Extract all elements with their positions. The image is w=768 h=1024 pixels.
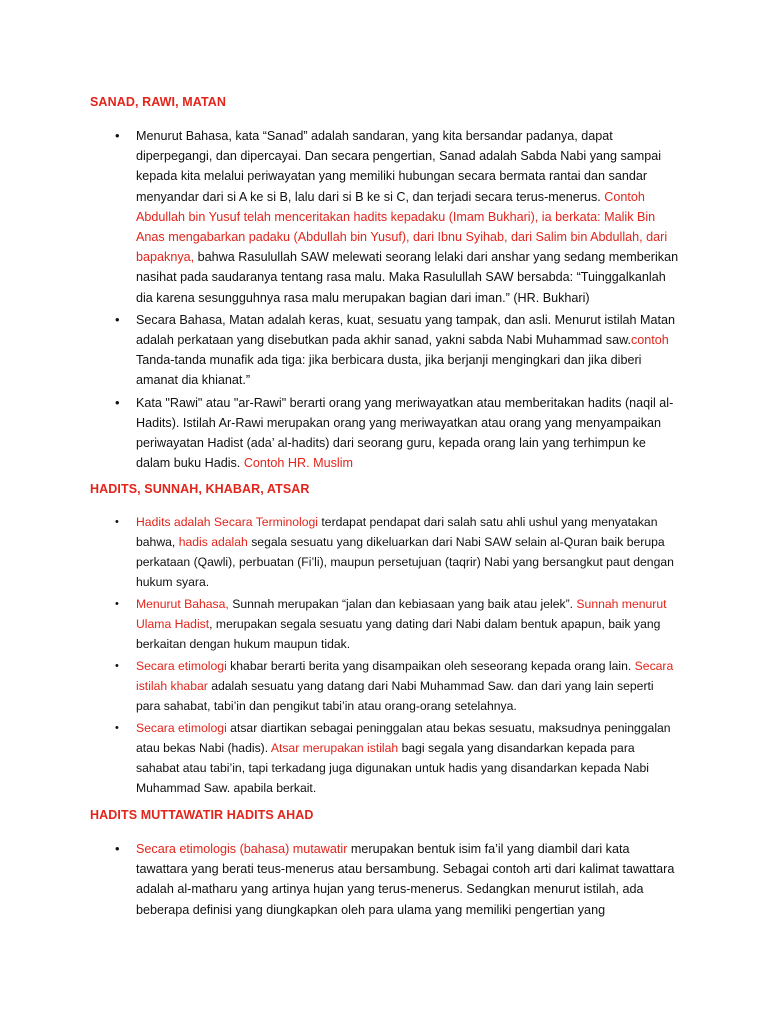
body-text: Sunnah merupakan “jalan dan kebiasaan yang baik atau jelek”. [228,597,577,611]
list-item [90,718,680,798]
highlighted-text: Menurut Bahasa, [136,597,229,611]
body-text: merupakan bentuk isim fa’il yang diambil dari kata tawattara yang berati teus-menerus atau bersambung. Sebagai contoh arti dari kalimat tawattara adalah al-matharu yang artinya hujan yang terus-menerus. Sedangkan menurut istilah, ada beberapa definisi yang diungkapkan oleh para ulama yang memiliki pengertian yang [136,842,675,917]
paragraph [136,594,680,654]
bullet-icon: • [115,841,120,856]
section-heading-hadits-sunnah: HADITS, SUNNAH, KHABAR, ATSAR [90,482,310,496]
body-text: Kata "Rawi" atau "ar-Rawi" berarti orang yang meriwayatkan atau memberitakan hadits (naqil al-Hadits). Istilah Ar-Rawi merupakan orang yang meriwayatkan atau orang yang menyampaikan periwayatan Hadist (ada’ al-hadits) dari seorang guru, kepada orang lain yang terhimpun ke dalam buku Hadis. [136,395,674,471]
bullet-list-sanad [90,126,680,475]
paragraph [136,126,680,308]
highlighted-text: Secara etimologi [136,659,227,673]
body-text: bahwa Rasulullah SAW melewati seorang lelaki dari anshar yang sedang memberikan nasihat pada saudaranya tentang rasa malu. Maka Rasulullah SAW bersabda: “Tuinggalkanlah dia karena sesungguhnya rasa malu merupakan bagian dari iman.” (HR. Bukhari) [136,250,679,305]
bullet-icon: • [115,394,120,410]
list-item [90,126,680,308]
list-item [90,594,680,654]
bullet-icon: • [115,660,119,672]
bullet-list-hadits [90,512,680,800]
paragraph [136,656,680,716]
body-text: khabar berarti berita yang disampaikan oleh seseorang kepada orang lain. [226,659,635,673]
bullet-icon: • [115,598,119,610]
list-item [90,393,680,474]
highlighted-text: contoh [630,333,669,348]
section-heading-mutawatir: HADITS MUTTAWATIR HADITS AHAD [90,808,314,822]
bullet-icon: • [115,722,119,734]
highlighted-text: Secara istilah khabar [136,659,674,693]
body-text: adalah sesuatu yang datang dari Nabi Muhammad Saw. dan dari yang lain seperti para sahabat, tabi’in dan pengikut tabi’in atau orang-orang setelahnya. [136,679,654,713]
list-item [90,839,680,920]
highlighted-text: Sunnah menurut Ulama Hadist [136,597,667,631]
highlighted-text: Secara etimologis (bahasa) mutawatir [136,842,348,856]
highlighted-text: Secara etimologi [136,721,227,735]
paragraph [136,839,680,920]
body-text: segala sesuatu yang dikeluarkan dari Nabi SAW selain al-Quran baik berupa perkataan (Qawli), perbuatan (Fi’li), maupun persetujuan (taqrir) Nabi yang bersangkut paut dengan hukum syara. [136,535,674,589]
highlighted-text: Hadits adalah Secara Terminologi [136,515,319,529]
body-text: Tanda-tanda munafik ada tiga: jika berbicara dusta, jika berjanji mengingkari dan jika diberi amanat dia khianat.” [136,353,642,388]
paragraph [136,512,680,592]
body-text: atsar diartikan sebagai peninggalan atau bekas sesuatu, maksudnya peninggalan atau bekas Nabi (hadis). [136,721,671,755]
bullet-icon: • [115,311,120,327]
highlighted-text: Contoh Abdullah bin Yusuf telah menceritakan hadits kepadaku (Imam Bukhari), ia berkata: Malik Bin Anas mengabarkan padaku (Abdullah bin Yusuf), dari Ibnu Syihab, dari Salim bin Abdullah, dari bapaknya, [136,189,668,265]
bullet-icon: • [115,516,119,528]
highlighted-text: Atsar merupakan istilah [270,741,399,755]
paragraph [136,310,680,391]
highlighted-text: Contoh HR. Muslim [243,456,353,471]
body-text: bagi segala yang disandarkan kepada para sahabat atau tabi’in, tapi terkadang juga digunakan untuk hadis yang disandarkan kepada Nabi Muhammad Saw. apabila berkait. [136,741,649,795]
list-item [90,512,680,592]
paragraph [136,393,680,474]
bullet-icon: • [115,128,120,143]
highlighted-text: hadis adalah [178,535,248,549]
body-text: terdapat pendapat dari salah satu ahli ushul yang menyatakan bahwa, [136,515,658,549]
list-item [90,310,680,391]
body-text: Menurut Bahasa, kata “Sanad” adalah sandaran, yang kita bersandar padanya, dapat diperpegangi, dan dipercayai. Dan secara pengertian, Sanad adalah Sabda Nabi yang sampai kepada kita melalui periwayatan yang memiliki hubungan secara bermata rantai dan sandar menyandar dari si A ke si B, lalu dari si B ke si C, dan terjadi secara terus-menerus. [136,129,662,204]
body-text: , merupakan segala sesuatu yang dating dari Nabi dalam bentuk apapun, baik yang berkaitan dengan hukum maupun tidak. [136,617,661,651]
list-item [90,656,680,716]
bullet-list-mutawatir [90,839,680,922]
body-text: Secara Bahasa, Matan adalah keras, kuat, sesuatu yang tampak, dan asli. Menurut istilah Matan adalah perkataan yang disebutkan pada akhir sanad, yakni sabda Nabi Muhammad saw. [136,312,676,348]
paragraph [136,718,680,798]
section-heading-sanad-rawi-matan: SANAD, RAWI, MATAN [90,95,227,109]
